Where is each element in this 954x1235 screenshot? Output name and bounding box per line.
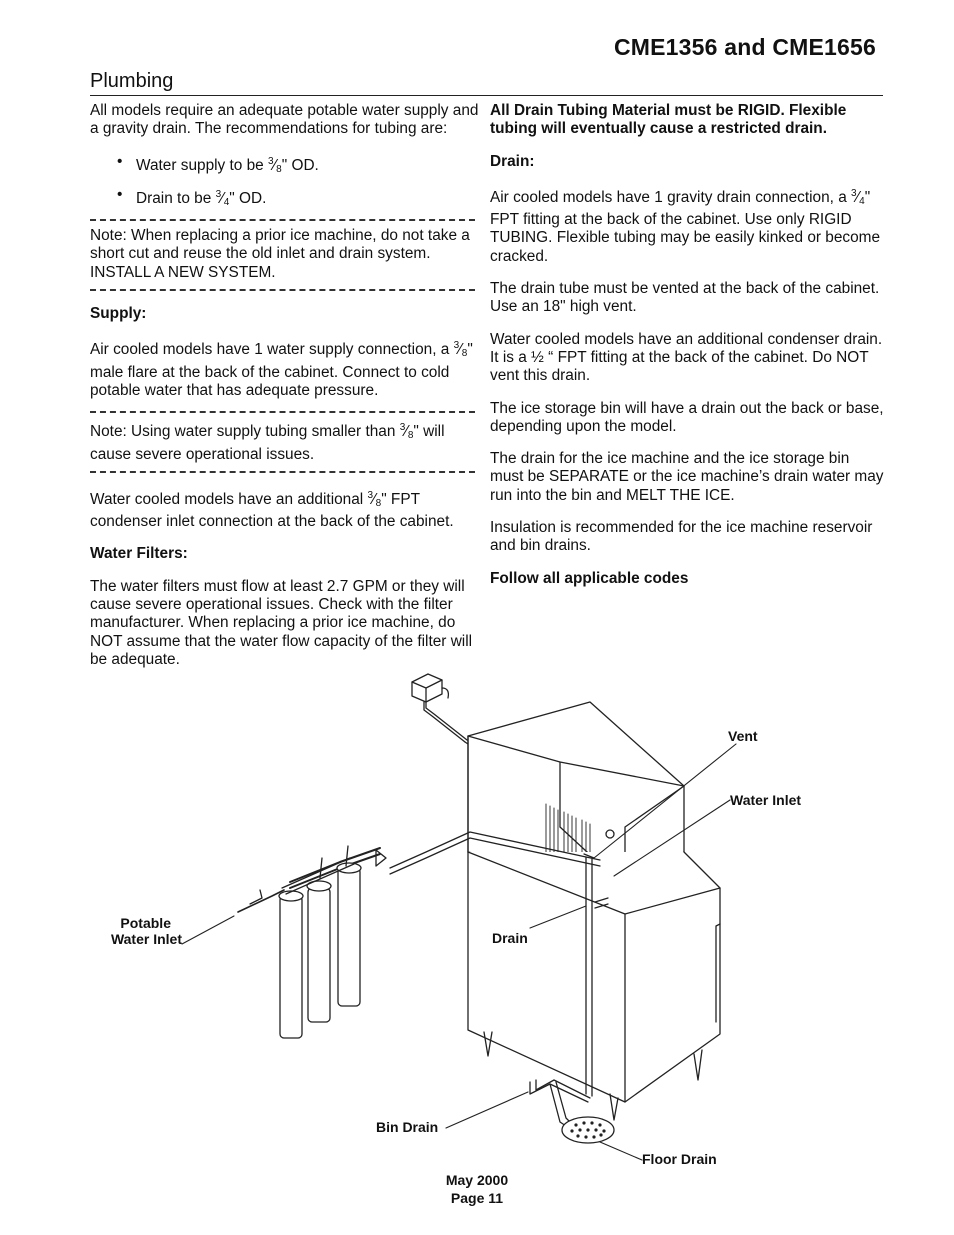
bullet2-suffix: " OD. bbox=[229, 189, 267, 207]
supply-heading: Supply: bbox=[90, 305, 147, 323]
vent-paragraph: The drain tube must be vented at the back of the cabinet. Use an 18" high vent. bbox=[490, 280, 880, 316]
drain-paragraph: Air cooled models have 1 gravity drain connection, a $^3⁄_4$" FPT fitting at the back of the cabinet. Use only RIGID TUBING. Flexible tubing may be easily kinked or become cracked. bbox=[490, 187, 881, 265]
power-adapter-icon bbox=[412, 674, 467, 742]
water-filters-paragraph: The water filters must flow at least 2.7 GPM or they will cause severe operational issues. Check with the filter manufacturer. When replacing a prior ice machine, do NOT assume that the water flow capacity of the filter will be adequate. bbox=[90, 577, 473, 668]
water-cooled-drain-paragraph: Water cooled models have an additional condenser drain. It is a ½ “ FPT fitting at the back of the cabinet. Do NOT vent this drain. bbox=[490, 330, 883, 385]
fraction-numerator: 3 bbox=[453, 340, 460, 352]
fraction-numerator: 3 bbox=[399, 422, 406, 434]
list-item-water-supply: • Water supply to be $^3⁄_8$" OD. bbox=[117, 153, 482, 179]
drain-heading: Drain: bbox=[490, 152, 535, 170]
codes-note: Follow all applicable codes bbox=[490, 569, 689, 587]
drain-label: Drain bbox=[492, 930, 528, 946]
fraction-denominator: 8 bbox=[276, 163, 282, 175]
plumbing-illustration bbox=[90, 662, 890, 1182]
document-title: CME1356 and CME1656 bbox=[613, 34, 876, 60]
vent-label: Vent bbox=[728, 728, 758, 744]
fraction-denominator: 8 bbox=[407, 430, 414, 442]
floor-drain bbox=[562, 1117, 614, 1143]
footer-page-number: Page 11 bbox=[450, 1190, 504, 1206]
right-column bbox=[490, 102, 886, 602]
water-inlet-label: Water Inlet bbox=[730, 792, 802, 808]
bin-drain-paragraph: The ice storage bin will have a drain out the back or base, depending upon the model. bbox=[490, 399, 884, 435]
drain-text-end: " FPT fitting at the back of the cabinet. Use only RIGID TUBING. Flexible tubing may be easily kinked or become cracked. bbox=[490, 188, 881, 265]
supply-text-end: " male flare at the back of the cabinet. Connect to cold potable water that has adequate pressure. bbox=[90, 341, 473, 399]
potable-label-line1: Potable bbox=[120, 915, 171, 931]
left-column bbox=[90, 102, 482, 683]
title-divider bbox=[90, 95, 883, 96]
water-filter-assembly bbox=[279, 846, 386, 1038]
note2-text: Note: Using water supply tubing smaller than bbox=[90, 423, 400, 441]
intro-paragraph: All models require an adequate potable water supply and a gravity drain. The recommendations for tubing are: bbox=[90, 102, 479, 138]
fraction-numerator: 3 bbox=[367, 489, 374, 501]
drain-text: Air cooled models have 1 gravity drain connection, a bbox=[490, 188, 852, 206]
fraction-numerator: 3 bbox=[268, 155, 274, 167]
note-tubing-size: Note: Using water supply tubing smaller than $^3⁄_8$" will cause severe operational issues. bbox=[90, 411, 482, 473]
supply-paragraph: Air cooled models have 1 water supply connection, a $^3⁄_8$" male flare at the back of the cabinet. Connect to cold potable water that has adequate pressure. bbox=[90, 340, 473, 399]
note2-text-end: " will cause severe operational issues. bbox=[90, 423, 445, 463]
fraction-denominator: 4 bbox=[859, 195, 865, 207]
note-replace-system bbox=[90, 219, 482, 291]
potable-water-inlet-label bbox=[90, 915, 182, 947]
fraction-denominator: 8 bbox=[461, 348, 468, 360]
wc-text-end: " FPT condenser inlet connection at the back of the cabinet. bbox=[90, 490, 454, 531]
insulation-paragraph: Insulation is recommended for the ice machine reservoir and bin drains. bbox=[490, 519, 873, 555]
fraction-denominator: 4 bbox=[223, 196, 230, 208]
list-item-drain: • Drain to be $^3⁄_4$" OD. bbox=[117, 186, 482, 212]
bullet2-text: Drain to be bbox=[136, 189, 216, 207]
footer-date: May 2000 bbox=[445, 1172, 509, 1188]
bin-drain-label: Bin Drain bbox=[376, 1119, 439, 1135]
bullet1-text: Water supply to be bbox=[136, 156, 269, 174]
section-title: Plumbing bbox=[90, 70, 174, 92]
supply-text: Air cooled models have 1 water supply connection, a bbox=[90, 341, 454, 359]
note1-text: Note: When replacing a prior ice machine, do not take a short cut and reuse the old inlet and drain system. INSTALL A NEW SYSTEM. bbox=[90, 227, 470, 281]
rigid-tubing-warning: All Drain Tubing Material must be RIGID. Flexible tubing will eventually cause a restricted drain. bbox=[490, 102, 847, 138]
fraction-numerator: 3 bbox=[215, 188, 222, 200]
fraction-denominator: 8 bbox=[375, 497, 382, 509]
water-filters-heading: Water Filters: bbox=[90, 545, 188, 563]
bullet1-suffix: " OD. bbox=[281, 156, 319, 174]
water-cooled-paragraph: Water cooled models have an additional $^3⁄_8$" FPT condenser inlet connection at the back of the cabinet. bbox=[90, 489, 454, 531]
floor-drain-label: Floor Drain bbox=[642, 1151, 717, 1167]
separate-drains-paragraph: The drain for the ice machine and the ice storage bin must be SEPARATE or the ice machine’s drain water may run into the bin and MELT THE ICE. bbox=[490, 450, 884, 504]
plumbing-diagram bbox=[90, 662, 890, 1182]
ice-storage-bin bbox=[468, 852, 720, 1120]
fraction-numerator: 3 bbox=[851, 187, 857, 199]
tubing-recommendations-list bbox=[90, 153, 482, 213]
wc-text: Water cooled models have an additional bbox=[90, 490, 368, 508]
potable-label-line2: Water Inlet bbox=[110, 931, 182, 947]
